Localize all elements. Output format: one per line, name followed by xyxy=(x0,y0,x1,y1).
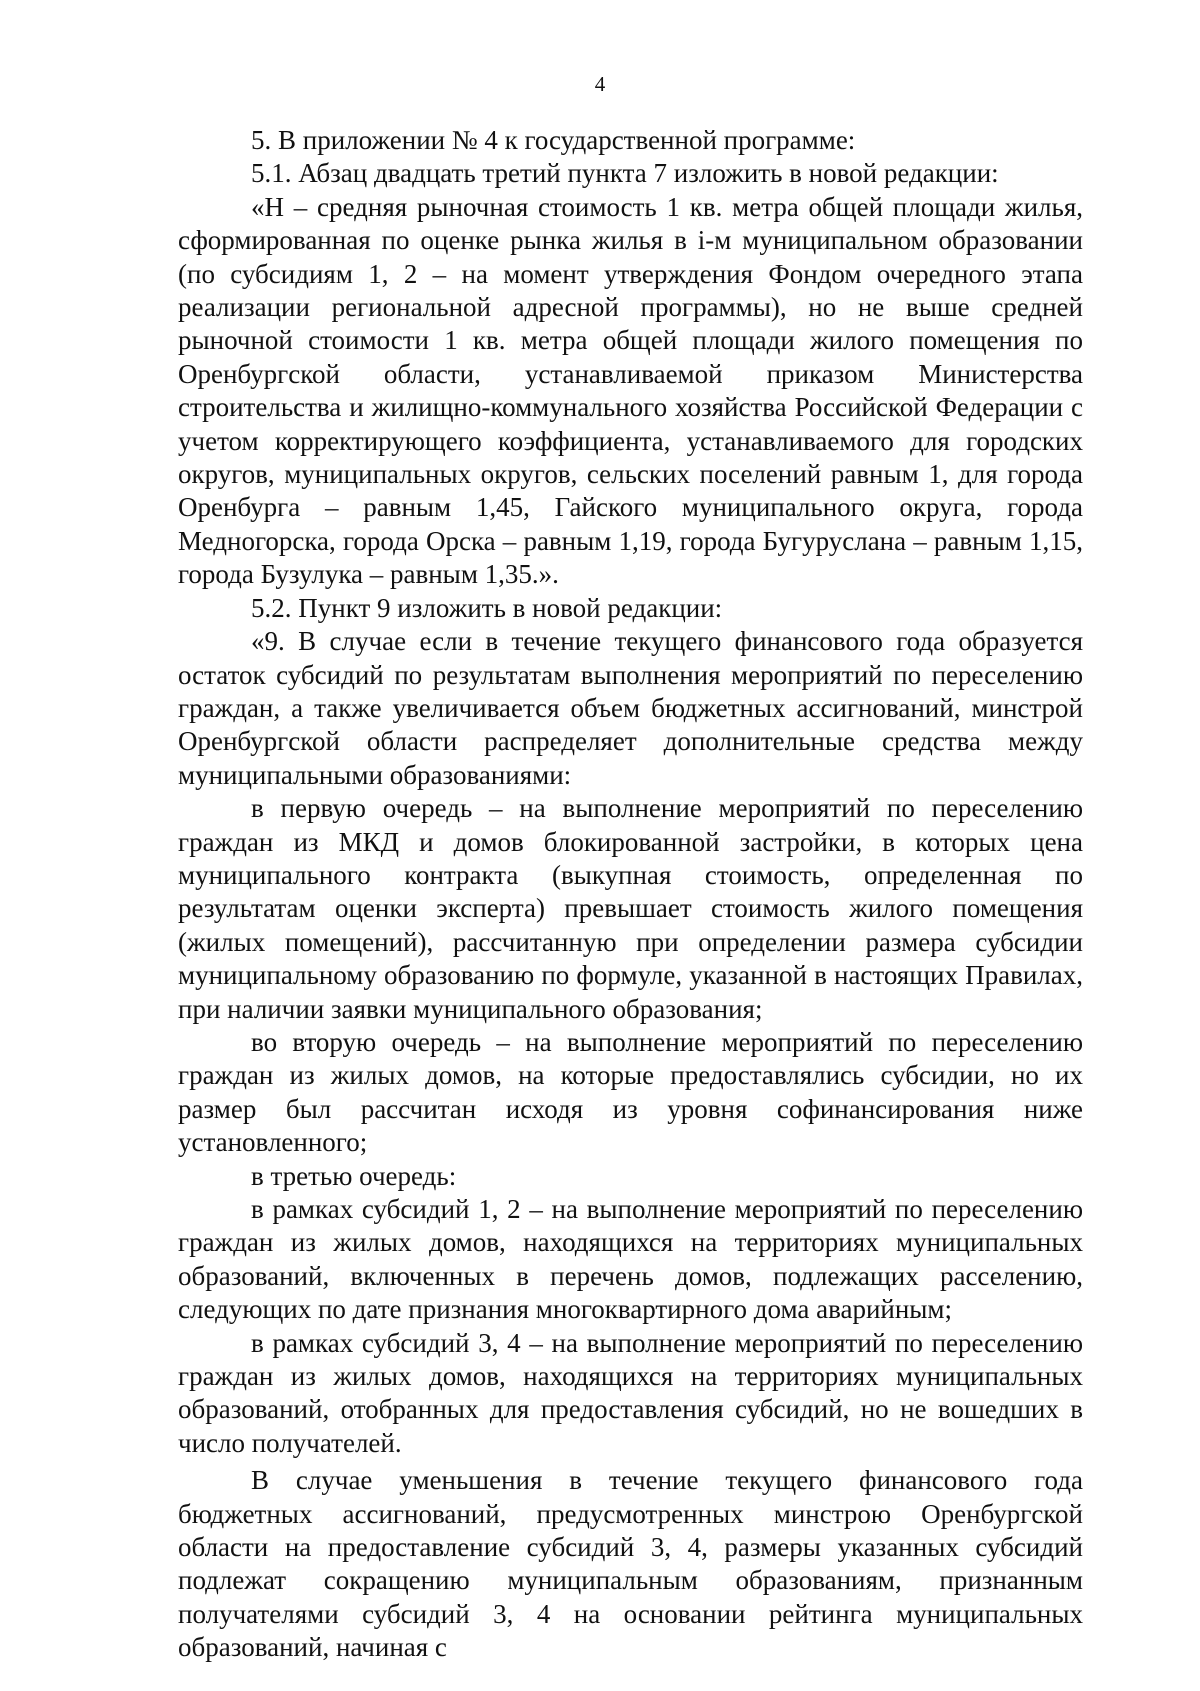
document-body xyxy=(178,124,1083,1665)
paragraph-second-priority: во вторую очередь – на выполнение мероприятий по переселению граждан из жилых домов, на которые предоставлялись субсидии, но их размер был рассчитан исходя из уровня софинансирования ниже установленного; xyxy=(178,1026,1083,1158)
paragraph-section-5-2: 5.2. Пункт 9 изложить в новой редакции: xyxy=(251,592,723,623)
paragraph-quoted-definition: «Н – средняя рыночная стоимость 1 кв. метра общей площади жилья, сформированная по оценке рынка жилья в i-м муниципальном образовании (по субсидиям 1, 2 – на момент утверждения Фондом очередного этапа реализации региональной адресной программы), но не выше средней рыночной стоимости 1 кв. метра общей площади жилого помещения по Оренбургской области, устанавливаемой приказом Министерства строительства и жилищно-коммунального хозяйства Российской Федерации с учетом корректирующего коэффициента, устанавливаемого для городских округов, муниципальных округов, сельских поселений равным 1, для города Оренбурга – равным 1,45, Гайского муниципального округа, города Медногорска, города Орска – равным 1,19, города Бугуруслана – равным 1,15, города Бузулука – равным 1,35.». xyxy=(178,191,1083,590)
page-number: 4 xyxy=(594,72,606,96)
paragraph-first-priority: в первую очередь – на выполнение мероприятий по переселению граждан из МКД и домов блокированной застройки, в которых цена муниципального контракта (выкупная стоимость, определенная по результатам оценки эксперта) превышает стоимость жилого помещения (жилых помещений), рассчитанную при определении размера субсидии муниципальному образованию по формуле, указанной в настоящих Правилах, при наличии заявки муниципального образования; xyxy=(178,793,1083,1024)
paragraph-section-5-1: 5.1. Абзац двадцать третий пункта 7 изложить в новой редакции: xyxy=(251,158,999,189)
paragraph-third-priority: в третью очередь: xyxy=(251,1160,457,1191)
paragraph-item-9: «9. В случае если в течение текущего финансового года образуется остаток субсидий по результатам выполнения мероприятий по переселению граждан, а также увеличивается объем бюджетных ассигнований, минстрой Оренбургской области распределяет дополнительные средства между муниципальными образованиями: xyxy=(178,626,1083,790)
paragraph-subsidies-1-2: в рамках субсидий 1, 2 – на выполнение мероприятий по переселению граждан из жилых домов, находящихся на территориях муниципальных образований, включенных в перечень домов, подлежащих расселению, следующих по дате признания многоквартирного дома аварийным; xyxy=(178,1194,1083,1325)
paragraph-section-5: 5. В приложении № 4 к государственной программе: xyxy=(251,125,856,155)
paragraph-subsidies-3-4: в рамках субсидий 3, 4 – на выполнение мероприятий по переселению граждан из жилых домов, находящихся на территориях муниципальных образований, отобранных для предоставления субсидий, но не вошедших в число получателей. xyxy=(178,1327,1083,1458)
paragraph-budget-reduction: В случае уменьшения в течение текущего финансового года бюджетных ассигнований, предусмотренных минстрою Оренбургской области на предоставление субсидий 3, 4, размеры указанных субсидий подлежат сокращению муниципальным образованиям, признанным получателями субсидий 3, 4 на основании рейтинга муниципальных образований, начиная с xyxy=(178,1465,1083,1663)
